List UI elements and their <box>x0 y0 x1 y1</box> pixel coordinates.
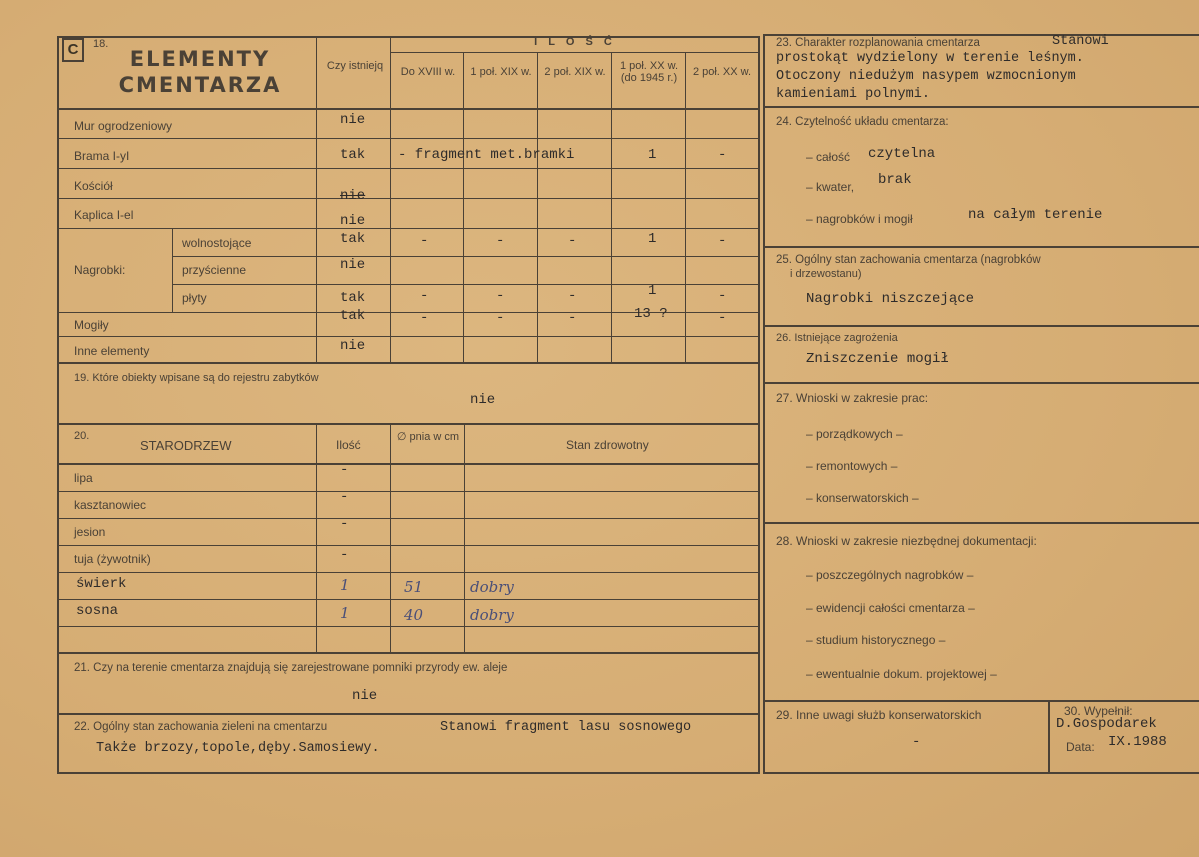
col-header-1pol-xx: 1 poł. XX w. (do 1945 r.) <box>619 60 679 84</box>
q23-line1: Stanowi <box>1052 34 1109 49</box>
row-plyty-c5: - <box>718 288 727 304</box>
col-exists-header: Czy istniejq <box>326 60 384 72</box>
nagrobki-label: Nagrobki: <box>74 263 126 277</box>
row-mogily-c5: - <box>718 310 727 326</box>
row-plyty-c3: - <box>568 288 577 304</box>
q24-c-label: – nagrobków i mogił <box>806 212 913 226</box>
row-wolnostojace-exists: tak <box>340 231 366 247</box>
tree-sosna: sosna <box>76 603 119 619</box>
q24-c-value: na całym terenie <box>968 207 1103 223</box>
q30-label: 30. Wypełnił: <box>1064 704 1133 718</box>
row-mogily-c3: - <box>568 310 577 326</box>
row-wolnostojace-c1: - <box>420 233 429 249</box>
tree-sosna-health: dobry <box>470 606 514 624</box>
row-brama-exists: tak <box>340 147 366 163</box>
q21-label: 21. Czy na terenie cmentarza znajdują się zarejestrowane pomniki przyrody ew. aleje <box>74 662 508 674</box>
q21-answer: nie <box>352 688 378 704</box>
row-wolnostojace-c5: - <box>718 233 727 249</box>
row-plyty-c1: - <box>420 288 429 304</box>
q28-item-1: – poszczególnych nagrobków – <box>806 568 974 582</box>
tree-swierk: świerk <box>76 576 127 592</box>
row-plyty-exists: tak <box>340 290 366 306</box>
row-wolnostojace-c2: - <box>496 233 505 249</box>
q26-answer: Zniszczenie mogił <box>806 351 949 367</box>
q25-answer: Nagrobki niszczejące <box>806 291 975 307</box>
q23-line3: Otoczony niedużym nasypem wzmocnionym <box>776 69 1076 84</box>
q30-date: IX.1988 <box>1108 734 1167 750</box>
card-letter-box: C <box>62 38 84 62</box>
q24-label: 24. Czytelność układu cmentarza: <box>776 116 949 128</box>
row-mur-exists: nie <box>340 112 366 128</box>
q27-item-1: – porządkowych – <box>806 427 903 441</box>
tree-jesion-qty: - <box>340 516 349 532</box>
q25-label: 25. Ogólny stan zachowania cmentarza (nagrobków <box>776 254 1041 266</box>
row-mogily-c2: - <box>496 310 505 326</box>
row-wolnostojace-c4: 1 <box>648 231 657 247</box>
row-mogily-label: Mogiły <box>74 318 109 332</box>
row-mogily-c4: 13 ? <box>634 306 668 322</box>
tree-kasztanowiec: kasztanowiec <box>74 498 147 512</box>
tree-swierk-health: dobry <box>470 578 514 596</box>
q26-label: 26. Istniejące zagrożenia <box>776 332 898 344</box>
tree-tuja-qty: - <box>340 547 349 563</box>
q22-answer2: Także brzozy,topole,dęby.Samosiewy. <box>96 741 380 756</box>
q29-label: 29. Inne uwagi służb konserwatorskich <box>776 708 982 722</box>
tree-swierk-qty: 1 <box>340 576 350 594</box>
row-inne-label: Inne elementy <box>74 344 150 358</box>
q24-b-value: brak <box>878 172 912 188</box>
q20-col-qty: Ilość <box>336 438 361 452</box>
tree-sosna-diam: 40 <box>404 606 424 624</box>
tree-lipa: lipa <box>74 471 93 485</box>
q20-col-health: Stan zdrowotny <box>566 438 649 452</box>
row-przyscienne-label: przyścienne <box>182 263 247 277</box>
row-plyty-c4: 1 <box>648 283 657 299</box>
row-wolnostojace-c3: - <box>568 233 577 249</box>
row-przyscienne-exists: nie <box>340 257 366 273</box>
tree-lipa-qty: - <box>340 462 349 478</box>
col-header-do-xviii: Do XVIII w. <box>400 66 456 78</box>
row-kaplica-exists: nie <box>340 213 366 229</box>
q20-number: 20. <box>74 430 90 442</box>
row-mogily-c1: - <box>420 310 429 326</box>
row-brama-label: Brama I-yI <box>74 149 130 163</box>
q28-item-3: – studium historycznego – <box>806 633 946 647</box>
row-inne-exists: nie <box>340 338 366 354</box>
section-18-number: 18. <box>93 38 109 50</box>
q22-label: 22. Ogólny stan zachowania zieleni na cmentarzu <box>74 721 328 733</box>
row-mogily-exists: tak <box>340 308 366 324</box>
q22-answer1: Stanowi fragment lasu sosnowego <box>440 720 692 735</box>
tree-tuja: tuja (żywotnik) <box>74 552 151 566</box>
q28-item-4: – ewentualnie dokum. projektowej – <box>806 667 997 681</box>
q23-label: 23. Charakter rozplanowania cmentarza <box>776 37 980 49</box>
q30-date-label: Data: <box>1066 740 1095 754</box>
q24-a-value: czytelna <box>868 146 936 162</box>
q28-label: 28. Wnioski w zakresie niezbędnej dokumentacji: <box>776 534 1037 548</box>
q27-label: 27. Wnioski w zakresie prac: <box>776 391 929 405</box>
row-plyty-label: płyty <box>182 291 207 305</box>
row-mur-label: Mur ogrodzeniowy <box>74 119 173 133</box>
tree-sosna-qty: 1 <box>340 604 350 622</box>
tree-swierk-diam: 51 <box>404 578 424 596</box>
q24-b-label: – kwater, <box>806 180 855 194</box>
row-kosciol-label: Kościół <box>74 179 113 193</box>
q25-label2: i drzewostanu) <box>790 268 862 280</box>
q19-label: 19. Które obiekty wpisane są do rejestru zabytków <box>74 372 319 384</box>
q24-a-label: – całość <box>806 150 851 164</box>
col-header-2pol-xix: 2 poł. XIX w. <box>544 66 606 78</box>
row-brama-note: - fragment met.bramki <box>398 147 575 163</box>
col-header-2pol-xx: 2 poł. XX w. <box>692 66 752 78</box>
q27-item-2: – remontowych – <box>806 459 898 473</box>
row-brama-c5: - <box>718 147 727 163</box>
q23-line2: prostokąt wydzielony w terenie leśnym. <box>776 51 1084 66</box>
q20-col-diam: ∅ pnia w cm <box>396 431 460 443</box>
q30-name: D.Gospodarek <box>1056 716 1157 732</box>
elements-title-2: CMENTARZA <box>118 73 282 97</box>
col-header-1pol-xix: 1 poł. XIX w. <box>470 66 532 78</box>
row-kosciol-exists: nie <box>340 188 366 204</box>
q20-title: STARODRZEW <box>140 438 232 453</box>
col-ilosc-header: I L O Ś Ć <box>534 36 616 48</box>
row-plyty-c2: - <box>496 288 505 304</box>
row-wolnostojace-label: wolnostojące <box>182 236 252 250</box>
q27-item-3: – konserwatorskich – <box>806 491 919 505</box>
elements-title-1: ELEMENTY <box>129 47 271 71</box>
tree-kasztanowiec-qty: - <box>340 489 349 505</box>
q28-item-2: – ewidencji całości cmentarza – <box>806 601 975 615</box>
row-brama-c4: 1 <box>648 147 657 163</box>
row-kaplica-label: Kaplica I-el <box>74 208 134 222</box>
q19-answer: nie <box>470 392 496 408</box>
q23-line4: kamieniami polnymi. <box>776 87 930 102</box>
tree-jesion: jesion <box>74 525 106 539</box>
q29-answer: - <box>912 734 921 750</box>
